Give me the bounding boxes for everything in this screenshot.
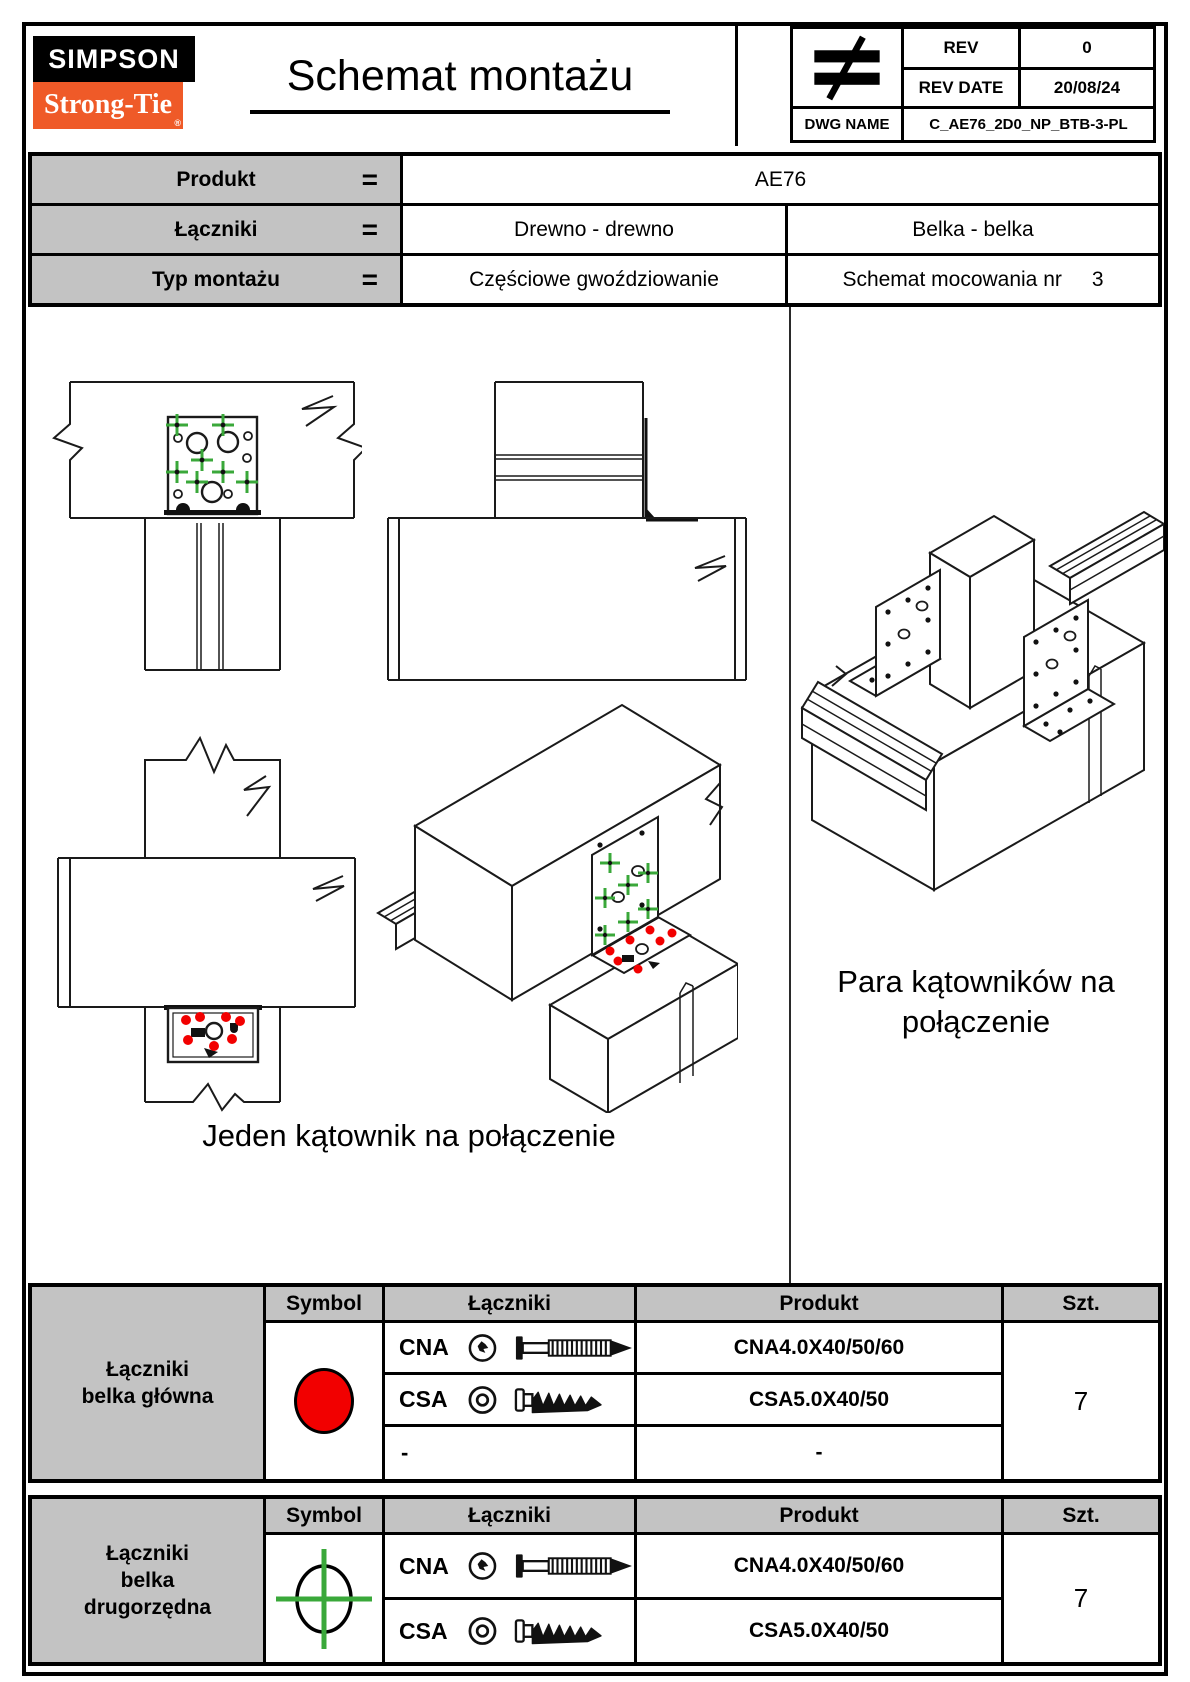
logo-strongtie-text: Strong-Tie bbox=[43, 89, 173, 120]
fastener-row-csa bbox=[385, 1375, 634, 1424]
secondary-beam-below bbox=[145, 518, 280, 670]
qty-value-secondary: 7 bbox=[1004, 1535, 1158, 1662]
product-value-empty: - bbox=[637, 1427, 1001, 1479]
symbol-cell-secondary bbox=[266, 1535, 382, 1662]
isometric-single-drawing bbox=[360, 683, 738, 1113]
registered-trademark: ® bbox=[174, 118, 181, 128]
produkt-value: AE76 bbox=[403, 156, 1158, 203]
screw-icon bbox=[514, 1616, 634, 1646]
table-row-label-secondary bbox=[32, 1499, 263, 1662]
produkt-label-text: Produkt bbox=[176, 167, 256, 191]
break-symbol bbox=[302, 396, 334, 426]
fastener-code: CNA bbox=[399, 1552, 449, 1579]
page-title: Schemat montażu bbox=[250, 52, 670, 114]
laczniki-value-joint: Belka - belka bbox=[788, 206, 1158, 253]
simpson-strongtie-logo bbox=[33, 36, 195, 129]
column-header-fasteners: Łączniki bbox=[385, 1499, 634, 1532]
fastener-code: CNA bbox=[399, 1334, 449, 1360]
nail-head-icon bbox=[467, 1550, 498, 1582]
column-header-symbol: Symbol bbox=[266, 1287, 382, 1320]
rev-date-label: REV DATE bbox=[904, 70, 1018, 106]
product-value: CSA5.0X40/50 bbox=[637, 1600, 1001, 1662]
caption-pair-line1: Para kątowników na bbox=[837, 964, 1115, 999]
screw-head-icon bbox=[467, 1615, 498, 1647]
drawing-area-divider bbox=[789, 307, 791, 1283]
product-value: CNA4.0X40/50/60 bbox=[637, 1323, 1001, 1372]
typ-montazu-value: Częściowe gwoździowanie bbox=[403, 256, 785, 303]
fastener-row-cna bbox=[385, 1535, 634, 1597]
fastener-table-secondary-beam bbox=[28, 1495, 1162, 1666]
product-info-table bbox=[28, 152, 1162, 307]
fastener-table-main-beam bbox=[28, 1283, 1162, 1483]
main-beam-plan bbox=[58, 858, 355, 1007]
angle-plate-flange-plan bbox=[164, 1005, 262, 1062]
logo-simpson: SIMPSON bbox=[33, 36, 195, 82]
schemat-mocowania-cell bbox=[788, 256, 1158, 303]
label-line: Łączniki bbox=[106, 1357, 189, 1381]
label-line: belka bbox=[120, 1568, 175, 1592]
main-beam-cut-stub bbox=[1050, 512, 1164, 604]
caption-pair-brackets bbox=[776, 962, 1176, 1043]
break-symbol bbox=[695, 556, 726, 581]
equals-sign: = bbox=[361, 163, 378, 195]
revision-block bbox=[790, 26, 1156, 143]
column-header-product: Produkt bbox=[637, 1499, 1001, 1532]
secondary-beam-top bbox=[145, 738, 280, 858]
side-view-drawing bbox=[358, 378, 758, 683]
schemat-mocowania-text: Schemat mocowania nr bbox=[842, 267, 1062, 291]
main-beam-side bbox=[388, 518, 746, 680]
dwg-name-label: DWG NAME bbox=[793, 109, 901, 140]
column-header-fasteners: Łączniki bbox=[385, 1287, 634, 1320]
qty-value-main: 7 bbox=[1004, 1323, 1158, 1479]
equals-sign: = bbox=[361, 263, 378, 295]
front-view-drawing bbox=[50, 346, 362, 672]
not-equal-glyph bbox=[805, 35, 889, 101]
column-header-product: Produkt bbox=[637, 1287, 1001, 1320]
ring-nail-icon bbox=[514, 1551, 634, 1581]
fastener-code: CSA bbox=[399, 1386, 448, 1412]
label-line: drugorzędna bbox=[83, 1596, 212, 1620]
angle-plate-front bbox=[164, 417, 261, 515]
column-header-qty: Szt. bbox=[1004, 1287, 1158, 1320]
equals-sign: = bbox=[361, 213, 378, 245]
column-header-symbol: Symbol bbox=[266, 1499, 382, 1532]
laczniki-label-text: Łączniki bbox=[174, 217, 258, 241]
screw-icon bbox=[514, 1385, 634, 1415]
fastener-row-cna bbox=[385, 1323, 634, 1372]
info-label-produkt bbox=[32, 156, 400, 203]
column-header-qty: Szt. bbox=[1004, 1499, 1158, 1532]
header-divider bbox=[735, 26, 738, 146]
info-label-typ-montazu bbox=[32, 256, 400, 303]
screw-head-icon bbox=[467, 1384, 498, 1416]
table-row-label-main bbox=[32, 1287, 263, 1479]
product-value: CSA5.0X40/50 bbox=[637, 1375, 1001, 1424]
plan-view-drawing bbox=[48, 690, 363, 1122]
info-label-laczniki bbox=[32, 206, 400, 253]
typ-montazu-label-text: Typ montażu bbox=[152, 267, 280, 291]
rev-label: REV bbox=[904, 29, 1018, 67]
dwg-name-value: C_AE76_2D0_NP_BTB-3-PL bbox=[904, 109, 1153, 140]
angle-plate-edge bbox=[646, 418, 698, 520]
rev-value: 0 bbox=[1021, 29, 1153, 67]
caption-single-bracket: Jeden kątownik na połączenie bbox=[202, 1118, 616, 1153]
isometric-pair-drawing bbox=[792, 458, 1164, 970]
secondary-beam-iso bbox=[930, 516, 1034, 708]
product-value: CNA4.0X40/50/60 bbox=[637, 1535, 1001, 1597]
symbol-cell-main bbox=[266, 1323, 382, 1479]
ring-nail-icon bbox=[514, 1333, 634, 1363]
laczniki-value-material: Drewno - drewno bbox=[403, 206, 785, 253]
fastener-code: CSA bbox=[399, 1617, 448, 1644]
not-equal-icon bbox=[793, 29, 901, 106]
nail-head-icon bbox=[467, 1332, 498, 1364]
fastener-row-csa bbox=[385, 1600, 634, 1662]
fastener-row-empty: - bbox=[385, 1427, 634, 1479]
green-crosshair-symbol bbox=[270, 1543, 378, 1655]
break-symbol bbox=[244, 776, 269, 816]
label-line: belka główna bbox=[81, 1385, 214, 1408]
schemat-mocowania-number: 3 bbox=[1091, 267, 1104, 291]
logo-strongtie bbox=[33, 82, 183, 129]
red-dot-symbol bbox=[294, 1368, 354, 1434]
secondary-beam-side bbox=[495, 382, 643, 518]
break-symbol bbox=[313, 876, 344, 901]
label-line: Łączniki bbox=[106, 1541, 189, 1565]
rev-date-value: 20/08/24 bbox=[1021, 70, 1153, 106]
caption-pair-line2: połączenie bbox=[901, 1004, 1051, 1040]
